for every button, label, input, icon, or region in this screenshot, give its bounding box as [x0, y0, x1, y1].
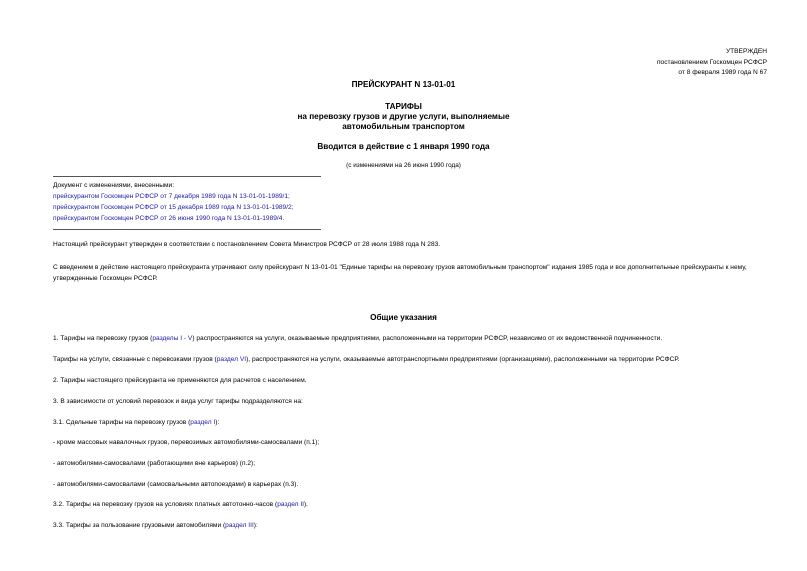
general-item-1 [53, 333, 770, 344]
intro-text-2: С введением в действие настоящего прейскуранта утрачивают силу прейскурант N 13-01-01 "Единые тарифы на перевозку грузов автомобильным транспортом" издания 1985 года и все дополнительные прейскуранты к нему, утвержденные Госкомцен РСФСР. [53, 264, 747, 282]
item-2-pre: Тарифы на услуги, связанные с перевозками грузов ( [53, 356, 217, 363]
general-item-8: - автомобилями-самосвалами (самосвальными автопоездами) в карьерах (п.3). [53, 481, 299, 488]
approval-stamp [507, 47, 767, 79]
amendments-intro: Документ с изменениями, внесенными: [53, 182, 175, 189]
item-2-post: ), распространяются на услуги, оказываемые автотранспортными предприятиями (организациями), расположенными на территории РСФСР. [246, 356, 680, 363]
amendments-box [53, 180, 294, 224]
item-5-pre: 3.1. Сдельные тарифы на перевозку грузов ( [53, 419, 191, 426]
item-10-post: ): [253, 522, 258, 529]
item-1-pre: 1. Тарифы на перевозку грузов ( [53, 335, 153, 342]
general-item-9 [53, 499, 770, 510]
section-iii-link[interactable]: раздел III [225, 522, 254, 529]
general-item-7: - автомобилями-самосвалами (работающими вне карьеров) (п.2); [53, 460, 256, 467]
intro-text-1: Настоящий прейскурант утвержден в соответствии с постановлением Совета Министров РСФСР от 28 июля 1988 года N 283. [53, 241, 441, 248]
subtitle-line-2: автомобильным транспортом [342, 122, 465, 131]
item-9-pre: 3.2. Тарифы на перевозку грузов на условиях платных автотонно-часов ( [53, 501, 278, 508]
general-heading: Общие указания [370, 313, 437, 322]
general-item-3: 2. Тарифы настоящего прейскуранта не применяются для расчетов с населением. [53, 377, 307, 384]
tariffs-heading: ТАРИФЫ [385, 102, 422, 111]
item-9-post: ). [303, 501, 309, 508]
section-ii-link[interactable]: раздел II [277, 501, 304, 508]
intro-paragraph-2 [53, 262, 770, 284]
divider-top [53, 176, 321, 177]
amendment-note: (с изменениями на 26 июня 1990 года) [346, 162, 461, 169]
general-item-10 [53, 520, 770, 531]
effective-date: Вводится в действие с 1 января 1990 года [317, 142, 490, 151]
amendment-link-1[interactable]: прейскурантом Госкомцен РСФСР от 7 декабря 1989 года N 13-01-01-1989/1; [53, 193, 290, 200]
item-10-pre: 3.3. Тарифы за пользование грузовыми автомобилями ( [53, 522, 226, 529]
general-item-5 [53, 417, 770, 428]
approval-line-2: постановлением Госкомцен РСФСР [656, 58, 767, 66]
section-vi-link[interactable]: раздел VI [216, 356, 247, 363]
general-item-2 [53, 354, 770, 365]
section-i-link[interactable]: раздел I [190, 419, 216, 426]
amendment-link-3[interactable]: прейскурантом Госкомцен РСФСР от 26 июня 1990 года N 13-01-01-1989/4. [53, 215, 285, 222]
general-item-6: - кроме массовых навалочных грузов, перевозимых автомобилями-самосвалами (п.1); [53, 439, 320, 446]
divider-bottom [53, 229, 321, 230]
amendment-link-2[interactable]: прейскурантом Госкомцен РСФСР от 15 декабря 1989 года N 13-01-01-1989/2; [53, 204, 294, 211]
approval-line-1: УТВЕРЖДЕН [725, 48, 767, 55]
general-item-4: 3. В зависимости от условий перевозок и вида услуг тарифы подразделяются на: [53, 398, 303, 405]
item-5-post: ): [215, 419, 220, 426]
intro-paragraph-1 [53, 239, 770, 250]
approval-line-3: от 8 февраля 1989 года N 67 [678, 69, 767, 76]
subtitle-line-1: на перевозку грузов и другие услуги, выполняемые [297, 112, 510, 121]
sections-i-v-link[interactable]: разделы I - V [152, 335, 193, 342]
pricelist-title: ПРЕЙСКУРАНТ N 13-01-01 [351, 80, 456, 89]
item-1-post: ) распространяются на услуги, оказываемые предприятиями, расположенными на территории РСФСР, независимо от их ведомственной подчиненности. [192, 335, 663, 342]
document-title [0, 102, 807, 132]
